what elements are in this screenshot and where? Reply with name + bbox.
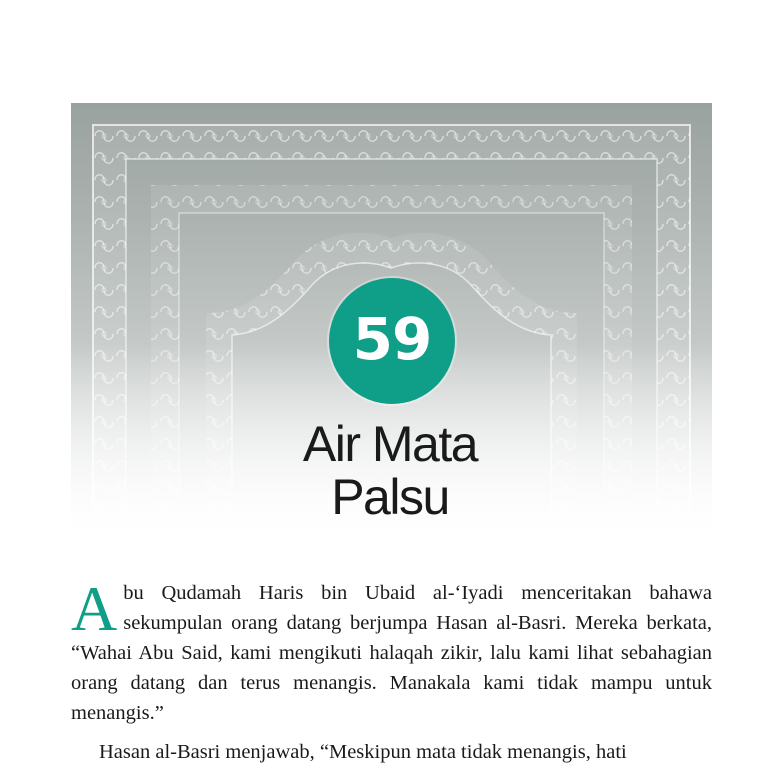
body-paragraph-2: Hasan al-Basri menjawab, “Meskipun mata tidak menangis, hati — [99, 741, 627, 763]
body-paragraph-1 — [71, 573, 712, 728]
drop-cap: A — [71, 573, 118, 644]
chapter-title-line-2: Palsu — [331, 469, 449, 525]
chapter-number-badge — [329, 278, 455, 404]
chapter-title-line-1: Air Mata — [302, 416, 478, 472]
chapter-number: 59 — [352, 305, 432, 373]
paragraph-1-text: bu Qudamah Haris bin Ubaid al-‘Iyadi menceritakan bahawa sekumpulan orang datang berjumpa Hasan al-Basri. Mereka berkata, “Wahai Abu Said, kami mengikuti halaqah zikir, lalu kami lihat sebahagian orang datang dan terus menangis. Manakala kami tidak mampu untuk menangis.” — [71, 582, 712, 724]
